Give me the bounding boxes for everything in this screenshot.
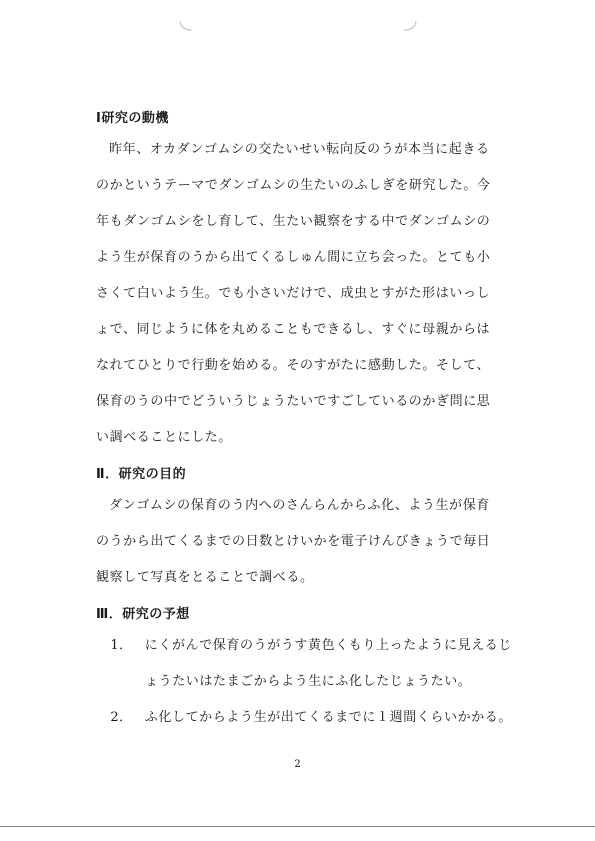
paragraph-line: なれてひとりで行動を始める。そのすがたに感動した。そして、 (96, 358, 491, 373)
purpose-paragraph (96, 488, 512, 596)
punch-hole-mark-right (402, 20, 418, 32)
paragraph-line: 観察して写真をとることで調べる。 (96, 570, 314, 585)
paragraph-line: ダンゴムシの保育のう内へのさんらんからふ化、よう生が保育 (109, 498, 490, 513)
paragraph-line: のかというテーマでダンゴムシの生たいのふしぎを研究した。今 (96, 178, 491, 193)
hypothesis-item-2 (96, 700, 512, 736)
paragraph-line: い調べることにした。 (96, 430, 233, 445)
item-text: ふ化してからよう生が出てくるまでに１週間くらいかかる。 (144, 710, 512, 725)
item-text: にくがんで保育のうがうす黄色くもり上ったように見えるじ (144, 638, 512, 653)
item-number: 1． (110, 638, 133, 653)
section-heading-purpose: Ⅱ．研究の目的 (96, 467, 187, 482)
section-heading-hypothesis: Ⅲ．研究の予想 (96, 607, 190, 622)
item-text-continued: ょうたいはたまごからよう生にふ化したじょうたい。 (145, 674, 472, 689)
paragraph-line: のうから出てくるまでの日数とけいかを電子けんびきょうで毎日 (96, 534, 491, 549)
paragraph-line: ょで、同じように体を丸めることもできるし、すぐに母親からは (96, 322, 491, 337)
motive-paragraph (96, 132, 512, 456)
document-body (96, 106, 512, 736)
paragraph-line: 保育のうの中でどういうじょうたいですごしているのかぎ問に思 (96, 394, 491, 409)
paragraph-line: さくて白いよう生。でも小さいだけで、成虫とすがた形はいっし (96, 286, 491, 301)
paragraph-line: 昨年、オカダンゴムシの交たいせい転向反のうが本当に起きる (109, 142, 490, 157)
section-heading-motive: Ⅰ研究の動機 (96, 111, 169, 126)
page-number: 2 (294, 759, 301, 770)
punch-hole-mark-left (178, 20, 194, 32)
item-number: 2． (110, 710, 133, 725)
hypothesis-item-1 (96, 628, 512, 700)
paragraph-line: 年もダンゴムシをし育して、生たい観察をする中でダンゴムシの (96, 214, 491, 229)
paragraph-line: よう生が保育のうから出てくるしゅん間に立ち会った。とても小 (96, 250, 491, 265)
scan-edge-line (0, 826, 595, 827)
